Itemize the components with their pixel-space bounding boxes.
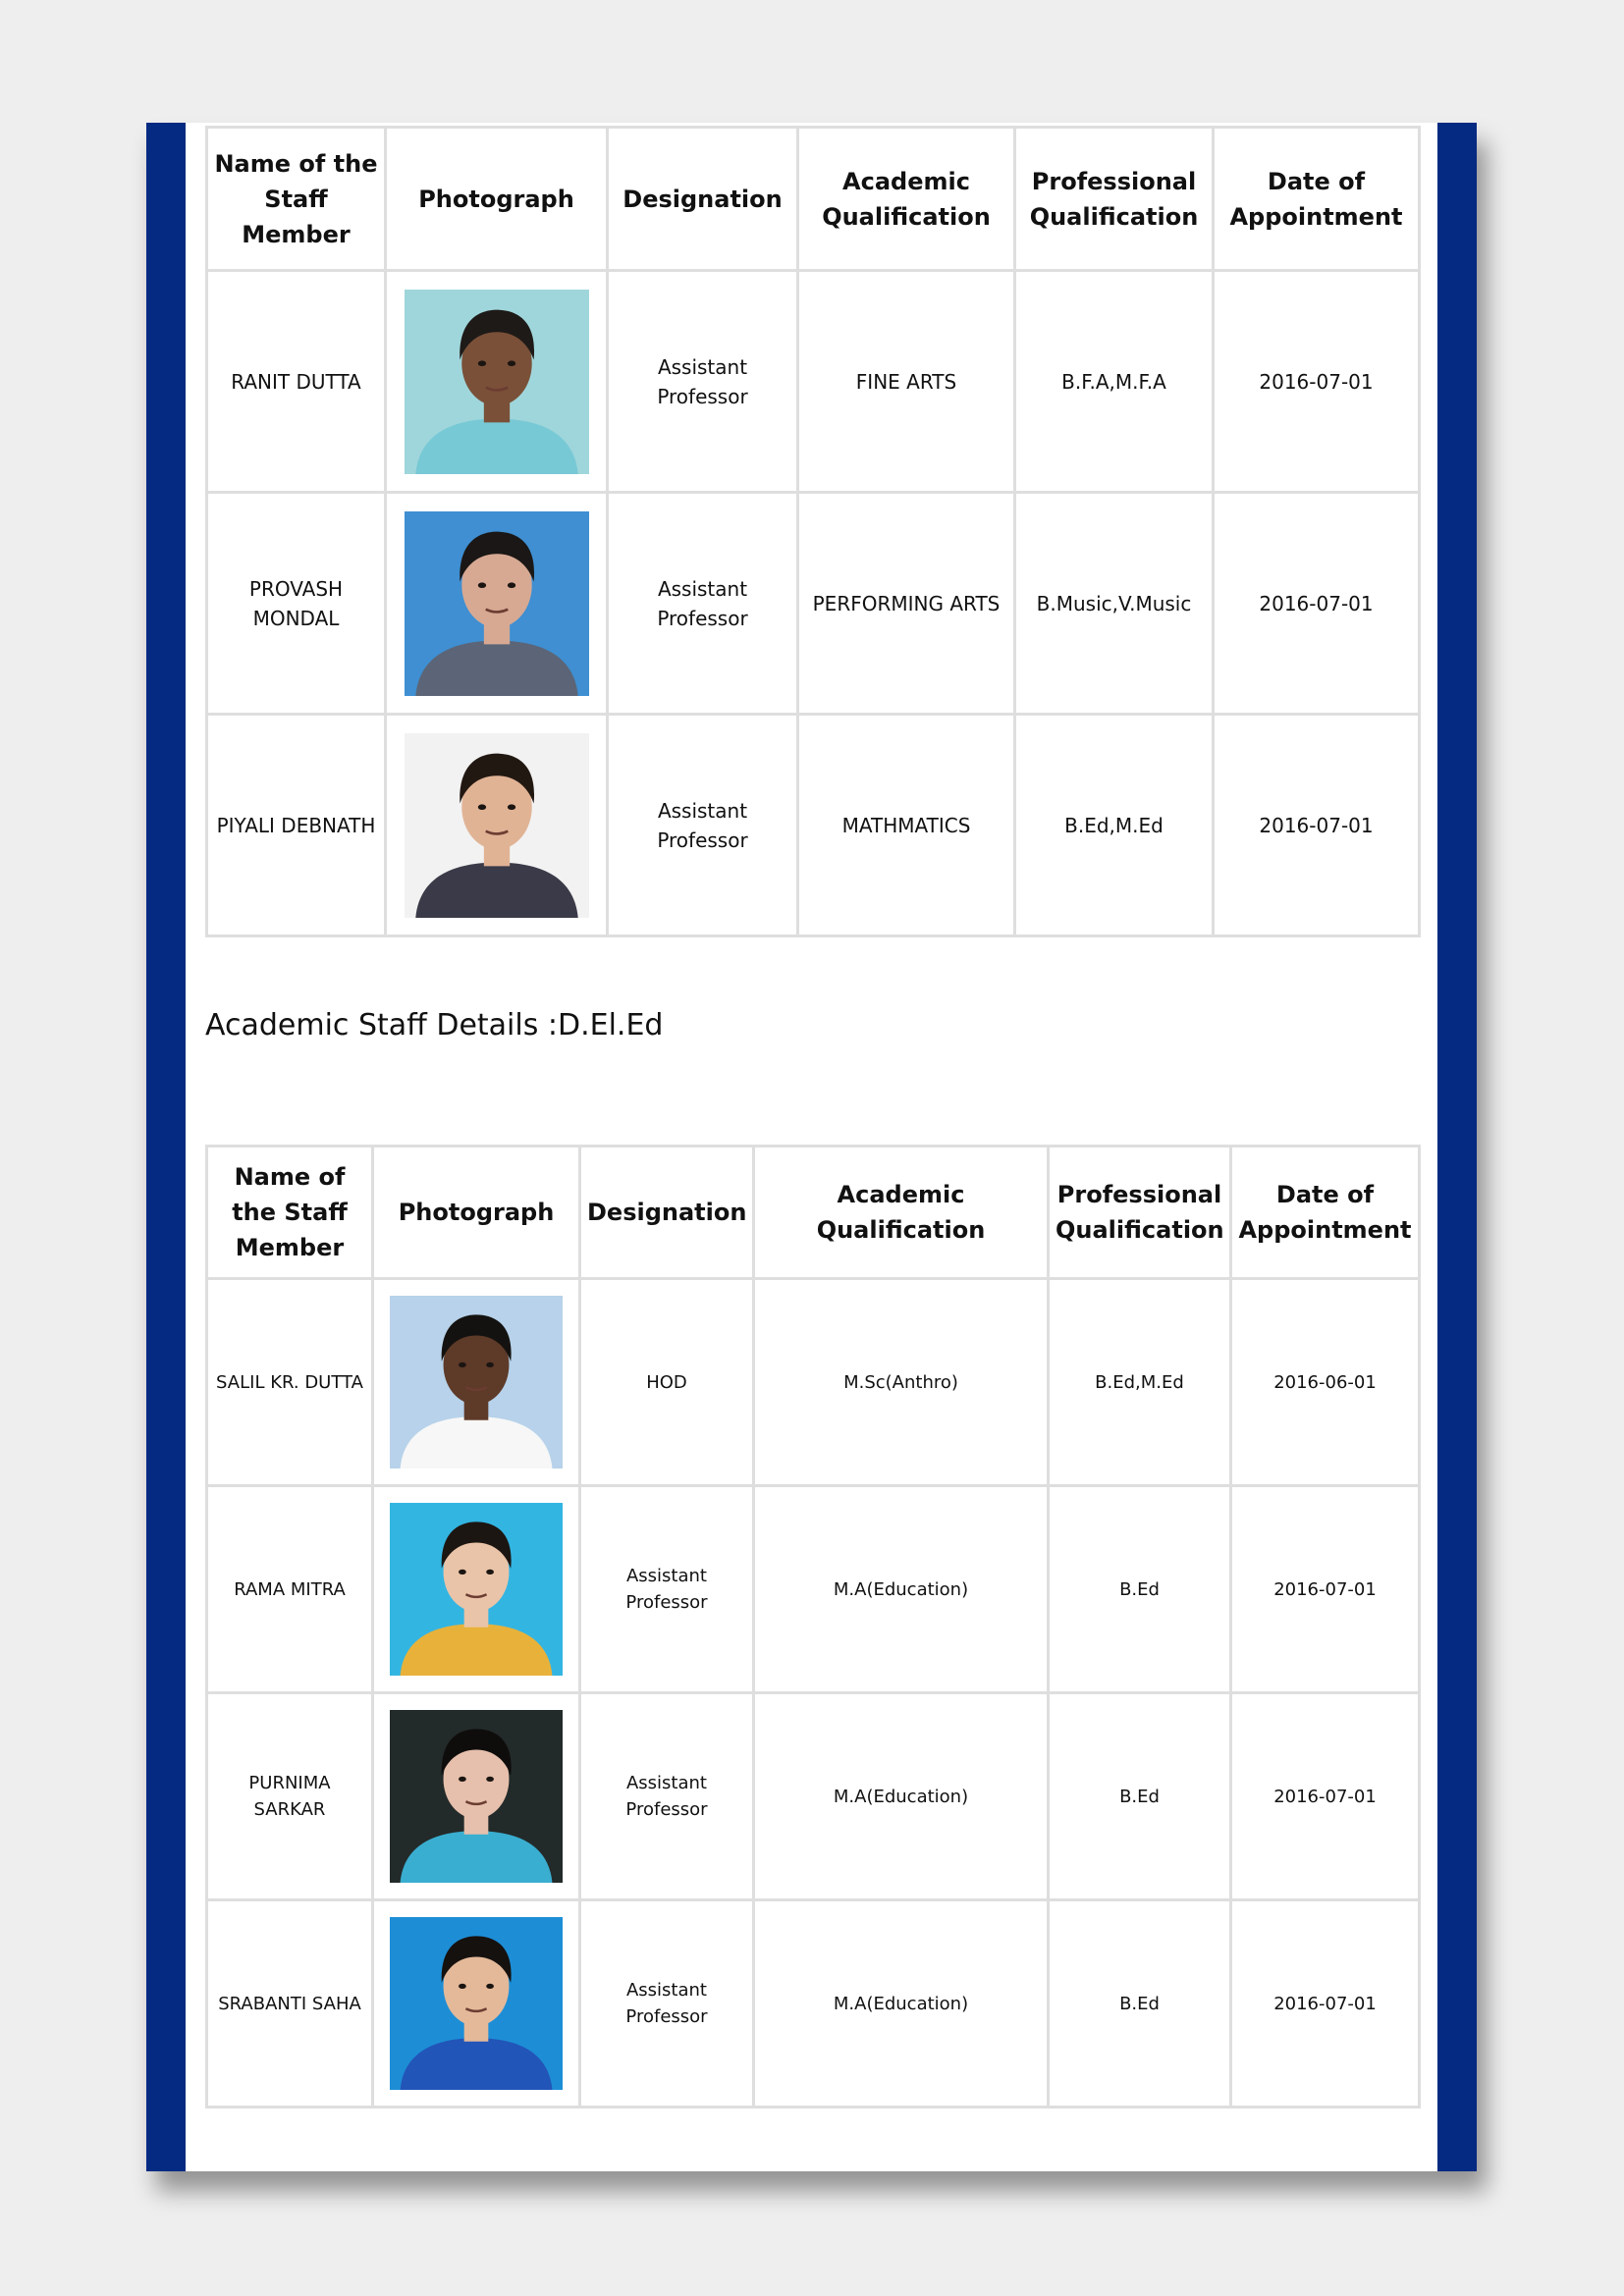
staff-name: PIYALI DEBNATH	[207, 715, 386, 936]
header-academic-qualification: Academic Qualification	[798, 128, 1015, 271]
academic-qualification: PERFORMING ARTS	[798, 493, 1015, 715]
academic-qualification: M.A(Education)	[754, 1486, 1049, 1693]
academic-qualification: M.A(Education)	[754, 1693, 1049, 1900]
date-of-appointment: 2016-07-01	[1214, 715, 1420, 936]
professional-qualification: B.F.A,M.F.A	[1015, 271, 1214, 493]
header-name: Name of the Staff Member	[207, 1147, 373, 1279]
staff-name: SRABANTI SAHA	[207, 1900, 373, 2108]
date-of-appointment: 2016-07-01	[1214, 271, 1420, 493]
document-page	[146, 123, 1477, 2171]
designation: Assistant Professor	[608, 493, 798, 715]
staff-name: PURNIMA SARKAR	[207, 1693, 373, 1900]
staff-photo	[390, 1917, 563, 2090]
staff-photo	[390, 1710, 563, 1883]
staff-photo	[405, 290, 589, 474]
staff-name: RAMA MITRA	[207, 1486, 373, 1693]
table-row	[207, 1693, 1420, 1900]
designation: Assistant Professor	[580, 1900, 754, 2108]
staff-photo	[405, 511, 589, 696]
date-of-appointment: 2016-06-01	[1231, 1279, 1420, 1486]
header-designation: Designation	[580, 1147, 754, 1279]
header-name: Name of the Staff Member	[207, 128, 386, 271]
table-row	[207, 1900, 1420, 2108]
academic-qualification: M.A(Education)	[754, 1900, 1049, 2108]
photo-cell	[373, 1693, 580, 1900]
photo-cell	[386, 715, 608, 936]
professional-qualification: B.Ed	[1049, 1486, 1231, 1693]
academic-qualification: MATHMATICS	[798, 715, 1015, 936]
professional-qualification: B.Ed,M.Ed	[1015, 715, 1214, 936]
header-date-of-appointment: Date of Appointment	[1231, 1147, 1420, 1279]
photo-cell	[373, 1279, 580, 1486]
staff-name: SALIL KR. DUTTA	[207, 1279, 373, 1486]
academic-qualification: FINE ARTS	[798, 271, 1015, 493]
professional-qualification: B.Ed	[1049, 1693, 1231, 1900]
staff-photo	[390, 1296, 563, 1468]
designation: Assistant Professor	[580, 1693, 754, 1900]
header-date-of-appointment: Date of Appointment	[1214, 128, 1420, 271]
staff-name: RANIT DUTTA	[207, 271, 386, 493]
table-row	[207, 1279, 1420, 1486]
photo-cell	[386, 493, 608, 715]
table-row	[207, 1486, 1420, 1693]
designation: Assistant Professor	[608, 715, 798, 936]
header-photograph: Photograph	[373, 1147, 580, 1279]
date-of-appointment: 2016-07-01	[1231, 1486, 1420, 1693]
header-professional-qualification: Professional Qualification	[1049, 1147, 1231, 1279]
photo-cell	[386, 271, 608, 493]
professional-qualification: B.Music,V.Music	[1015, 493, 1214, 715]
header-designation: Designation	[608, 128, 798, 271]
academic-qualification: M.Sc(Anthro)	[754, 1279, 1049, 1486]
staff-table-2	[205, 1145, 1421, 2109]
header-professional-qualification: Professional Qualification	[1015, 128, 1214, 271]
photo-cell	[373, 1486, 580, 1693]
photo-cell	[373, 1900, 580, 2108]
staff-name: PROVASH MONDAL	[207, 493, 386, 715]
professional-qualification: B.Ed,M.Ed	[1049, 1279, 1231, 1486]
designation: HOD	[580, 1279, 754, 1486]
table-row	[207, 493, 1420, 715]
professional-qualification: B.Ed	[1049, 1900, 1231, 2108]
staff-table-1	[205, 126, 1421, 937]
date-of-appointment: 2016-07-01	[1231, 1900, 1420, 2108]
header-photograph: Photograph	[386, 128, 608, 271]
header-academic-qualification: Academic Qualification	[754, 1147, 1049, 1279]
designation: Assistant Professor	[608, 271, 798, 493]
date-of-appointment: 2016-07-01	[1231, 1693, 1420, 1900]
staff-photo	[390, 1503, 563, 1676]
section-title: Academic Staff Details :D.El.Ed	[205, 1008, 664, 1042]
table-row	[207, 715, 1420, 936]
date-of-appointment: 2016-07-01	[1214, 493, 1420, 715]
designation: Assistant Professor	[580, 1486, 754, 1693]
table-row	[207, 271, 1420, 493]
staff-photo	[405, 733, 589, 918]
